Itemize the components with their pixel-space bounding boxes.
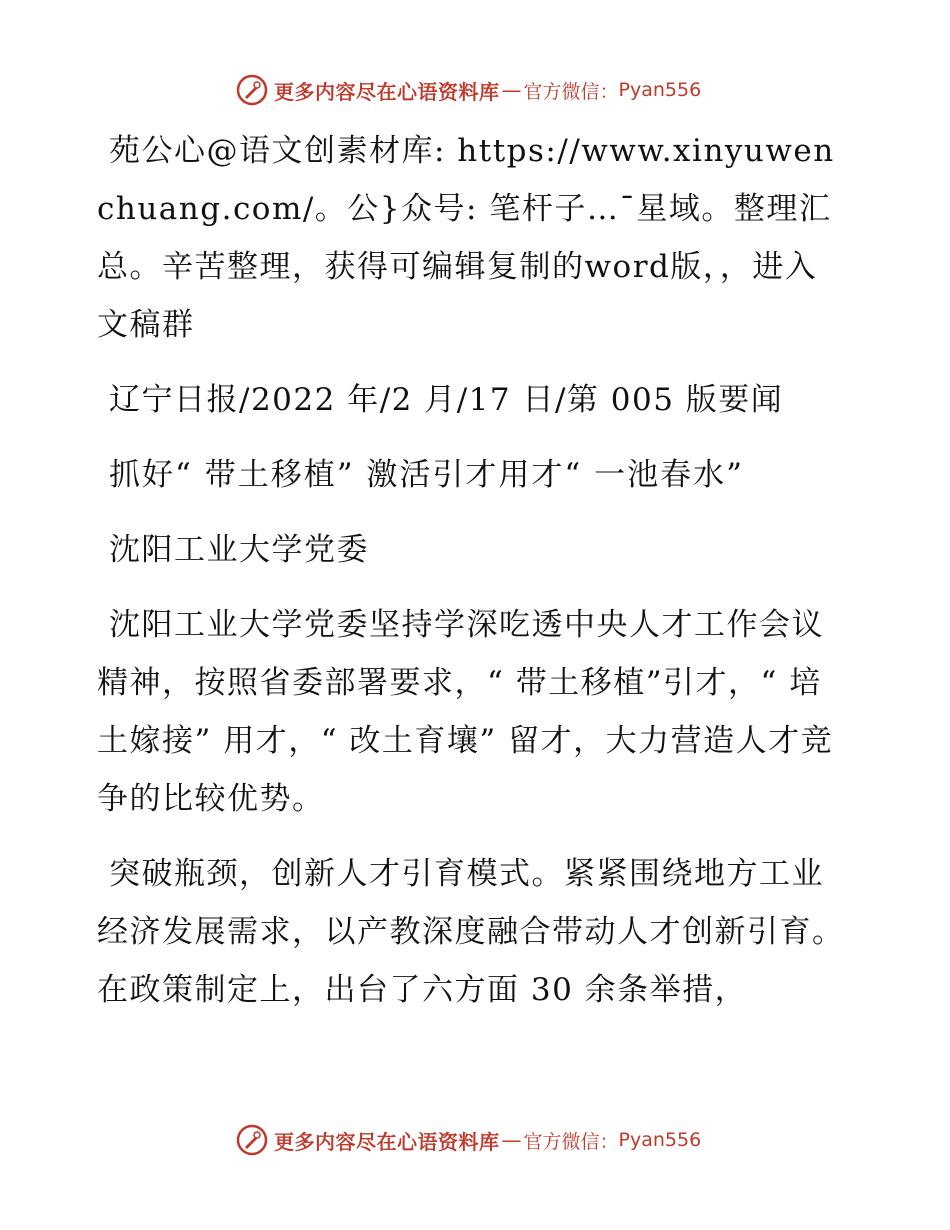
watermark-wechat-label: 官方微信：	[523, 1130, 619, 1153]
quill-seal-icon	[236, 74, 268, 106]
watermark-text: 更多内容尽在心语资料库	[274, 79, 500, 104]
document-body	[97, 122, 849, 1036]
header-watermark	[236, 72, 701, 108]
publication-line: 辽宁日报/2022 年/2 月/17 日/第 005 版要闻	[109, 382, 784, 418]
quill-seal-icon	[236, 1124, 268, 1156]
footer-watermark	[236, 1122, 701, 1158]
watermark-separator: —	[501, 1128, 522, 1152]
body-paragraph: 突破瓶颈，创新人才引育模式。紧紧围绕地方工业经济发展需求，以产教深度融合带动人才创新引育。在政策制定上，出台了六方面 30 余条举措，	[97, 856, 845, 1008]
watermark-wechat-id: Pyan556	[618, 1129, 702, 1151]
watermark-text: 更多内容尽在心语资料库	[274, 1129, 500, 1154]
article-author: 沈阳工业大学党委	[109, 532, 369, 568]
watermark-wechat-id: Pyan556	[618, 79, 702, 101]
watermark-wechat-label: 官方微信：	[523, 80, 619, 103]
watermark-separator: —	[501, 78, 522, 102]
body-paragraph: 沈阳工业大学党委坚持学深吃透中央人才工作会议精神，按照省委部署要求，“ 带土移植”引才，“ 培土嫁接” 用才，“ 改土育壤” 留才，大力营造人才竞争的比较优势。	[97, 607, 834, 817]
source-note-paragraph: 苑公心@语文创素材库: https://www.xinyuwenchuang.com/。公}众号: 笔杆子…¯星域。整理汇总。辛苦整理，获得可编辑复制的word版，，进入文稿群	[97, 133, 835, 343]
article-title: 抓好“ 带土移植” 激活引才用才“ 一池春水”	[109, 457, 744, 493]
